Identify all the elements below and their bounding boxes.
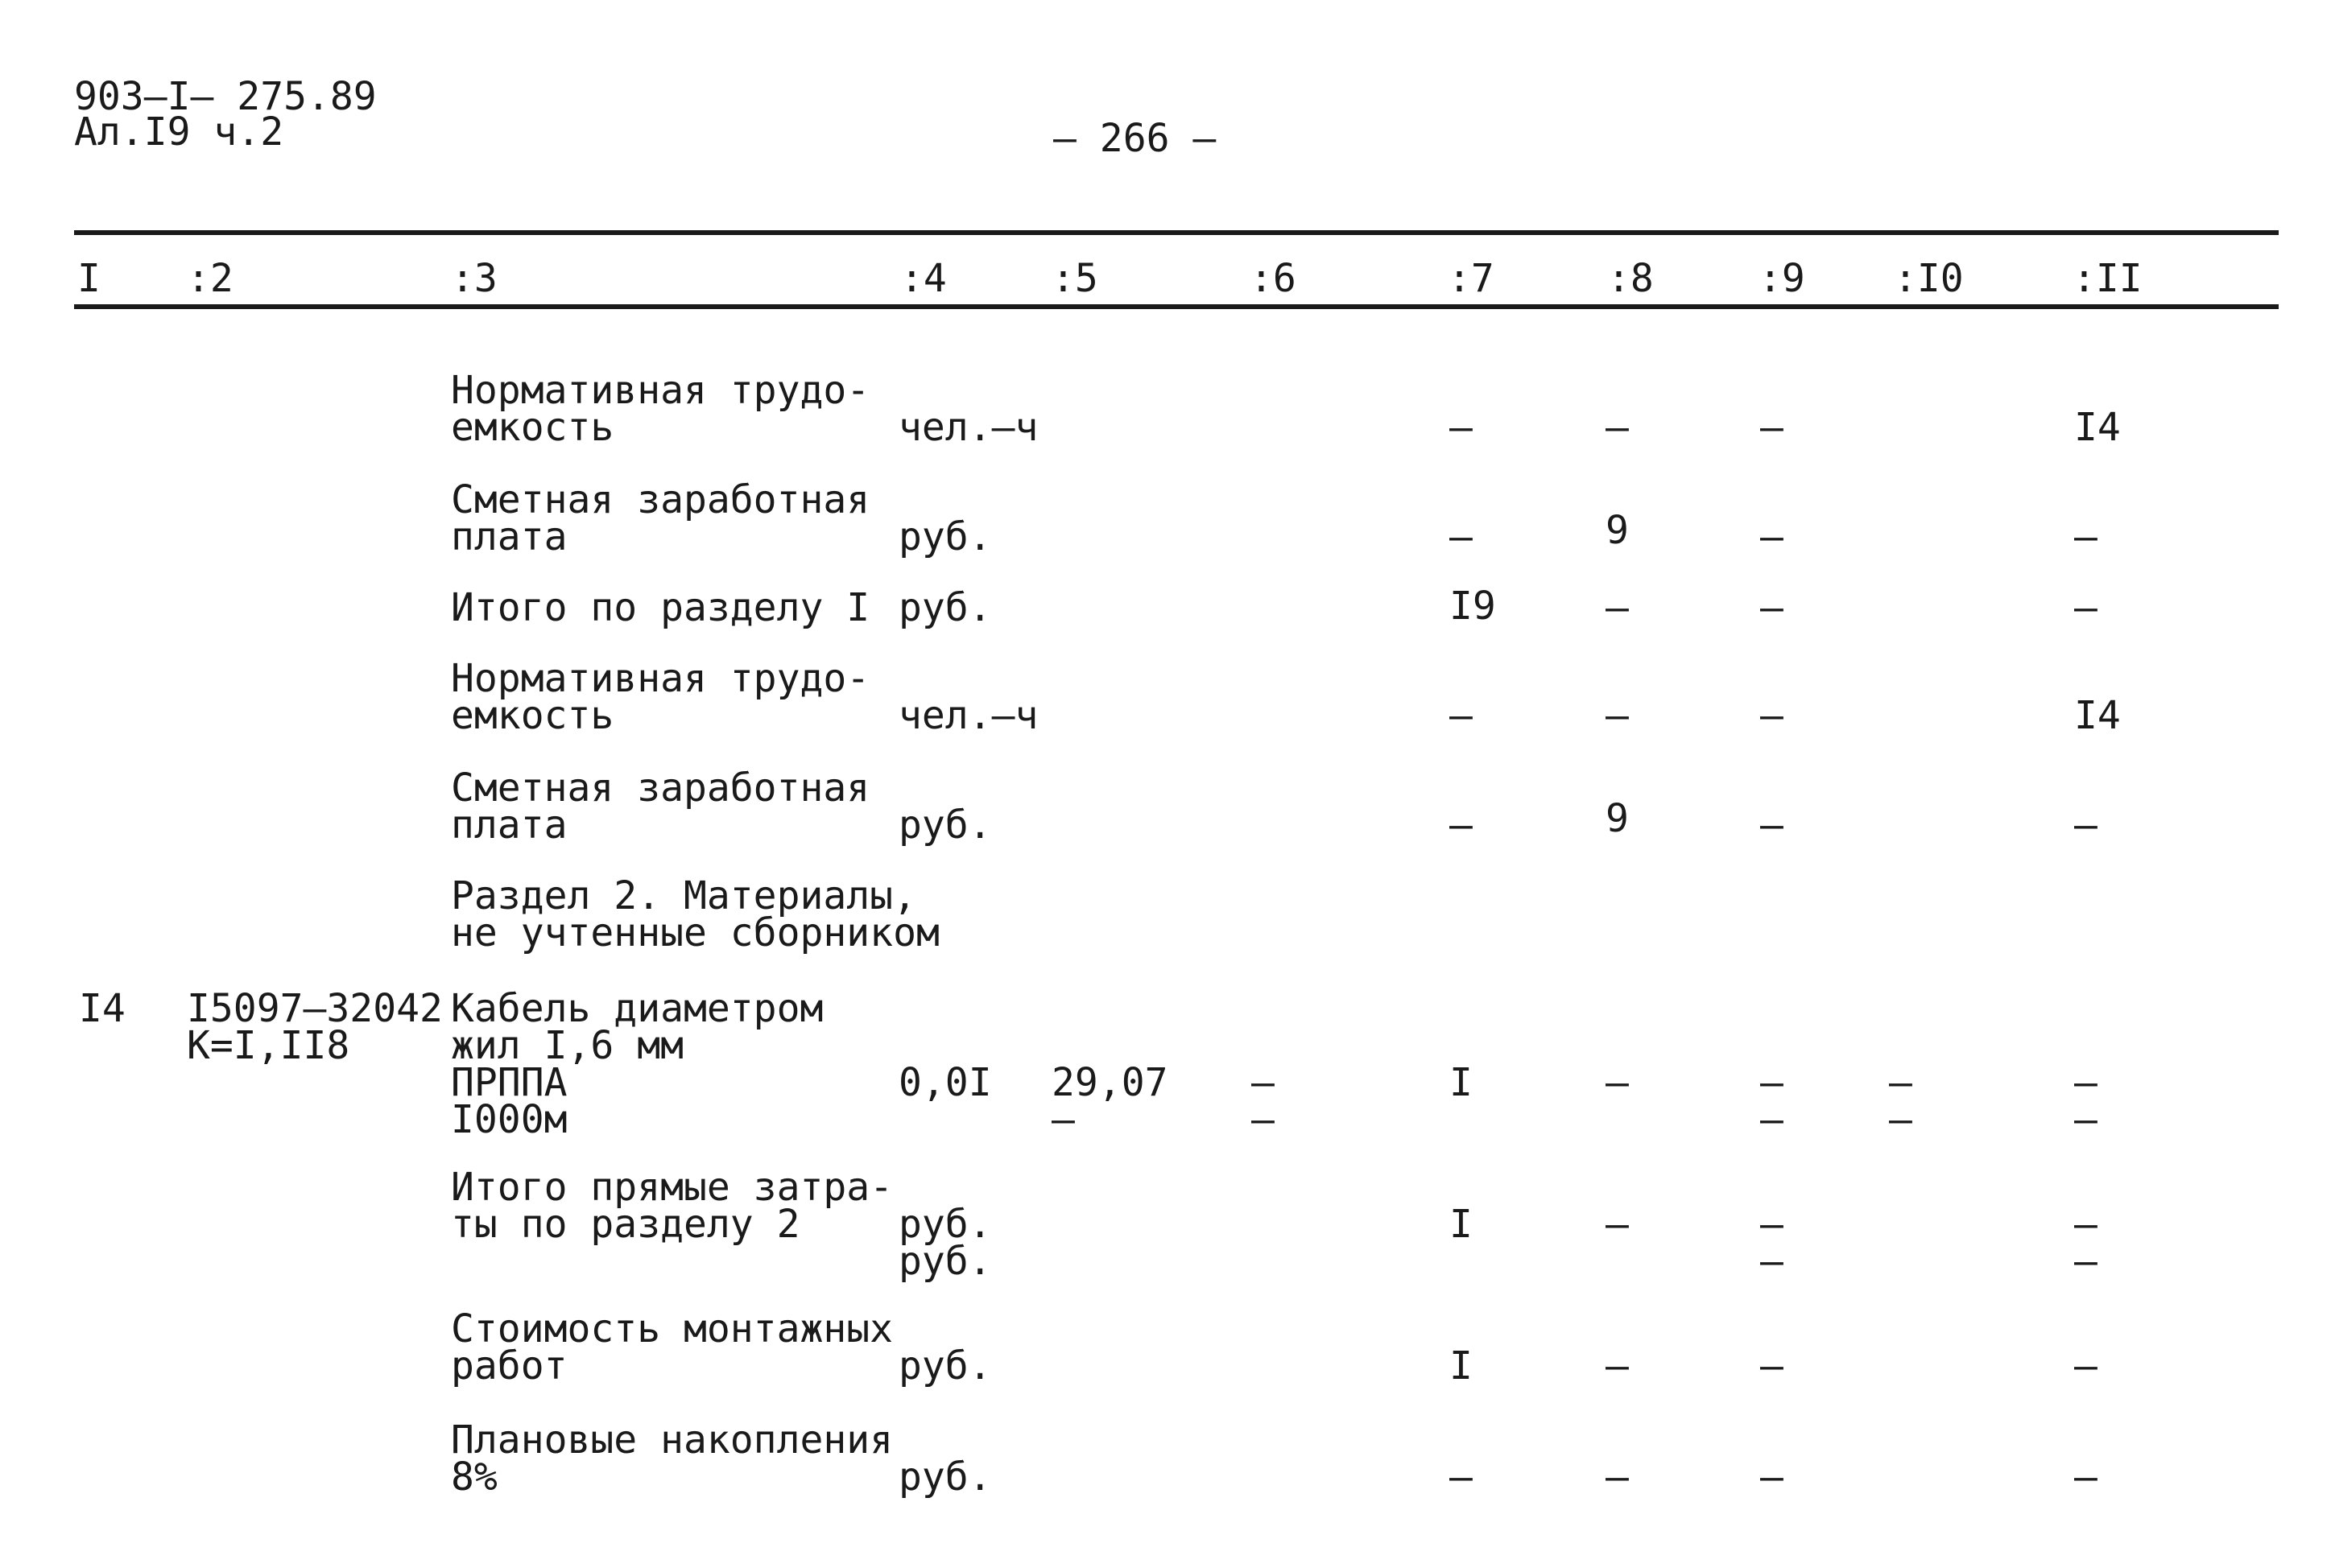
column-header-3: :3 — [451, 256, 498, 301]
row-unit: чел.–ч — [899, 693, 1039, 738]
row-col-7: – — [1449, 803, 1473, 848]
row-col-8: – — [1606, 1455, 1629, 1500]
row-description: Кабель диаметром жил I,6 мм ПРППА I000м — [451, 986, 824, 1142]
row-col-8: – — [1606, 693, 1629, 738]
row-col-8: 9 — [1606, 508, 1629, 553]
row-description: Плановые накопления 8% — [451, 1417, 894, 1500]
row-col-5: 29,07 – — [1052, 1060, 1168, 1142]
row-quantity: 0,0I — [899, 1060, 992, 1105]
column-header-5: :5 — [1052, 256, 1098, 301]
row-col-7: I — [1449, 1343, 1473, 1389]
page-number: – 266 – — [1053, 116, 1217, 161]
row-description: Стоимость монтажных работ — [451, 1306, 894, 1389]
row-col-8: – — [1606, 1202, 1629, 1247]
sheet-reference: Ал.I9 ч.2 — [74, 109, 284, 155]
column-header-1: I — [77, 256, 101, 301]
row-col-11: – — [2074, 1343, 2097, 1389]
row-col-7: – — [1449, 405, 1473, 450]
row-col-9: – — [1760, 693, 1783, 738]
row-col-11: – – — [2074, 1060, 2097, 1142]
row-col-10: – – — [1889, 1060, 1912, 1142]
column-header-8: :8 — [1607, 256, 1654, 301]
row-unit: чел.–ч — [899, 405, 1039, 450]
table-top-rule — [74, 230, 2279, 235]
row-rate-code: I5097–32042 К=I,II8 — [187, 986, 443, 1068]
row-description: Нормативная трудо- емкость — [451, 656, 870, 738]
row-unit: руб. руб. — [899, 1202, 992, 1284]
document-code: 903–I– 275.89 — [74, 74, 377, 119]
row-unit: руб. — [899, 1455, 992, 1500]
row-description: Нормативная трудо- емкость — [451, 368, 870, 450]
row-col-9: – – — [1760, 1060, 1783, 1142]
section-heading: Раздел 2. Материалы, не учтенные сборником — [451, 873, 940, 955]
row-col-11: – — [2074, 514, 2097, 559]
row-col-7: – — [1449, 1455, 1473, 1500]
row-col-9: – – — [1760, 1202, 1783, 1284]
row-col-9: – — [1760, 803, 1783, 848]
row-col-9: – — [1760, 585, 1783, 630]
row-description: Итого по разделу I — [451, 585, 870, 630]
row-col-11: – — [2074, 803, 2097, 848]
row-col-8: – — [1606, 585, 1629, 630]
row-col-9: – — [1760, 405, 1783, 450]
row-col-8: 9 — [1606, 796, 1629, 841]
row-description: Сметная заработная плата — [451, 765, 870, 848]
row-col-8: – — [1606, 405, 1629, 450]
row-position-number: I4 — [79, 986, 126, 1031]
row-unit: руб. — [899, 1343, 992, 1389]
row-col-7: – — [1449, 514, 1473, 559]
row-col-11: – – — [2074, 1202, 2097, 1284]
row-col-6: – – — [1251, 1060, 1275, 1142]
row-col-11: – — [2074, 585, 2097, 630]
column-header-7: :7 — [1448, 256, 1494, 301]
column-header-2: :2 — [187, 256, 234, 301]
column-header-6: :6 — [1250, 256, 1296, 301]
row-description: Сметная заработная плата — [451, 477, 870, 559]
row-unit: руб. — [899, 585, 992, 630]
row-col-9: – — [1760, 514, 1783, 559]
row-col-8: – — [1606, 1060, 1629, 1105]
column-header-9: :9 — [1759, 256, 1805, 301]
row-col-7: I — [1449, 1202, 1473, 1247]
column-header-11: :II — [2073, 256, 2143, 301]
row-col-11: I4 — [2074, 693, 2121, 738]
row-description: Итого прямые затра- ты по разделу 2 — [451, 1165, 894, 1247]
row-col-7: I9 — [1449, 584, 1496, 629]
table-header-rule — [74, 304, 2279, 309]
row-unit: руб. — [899, 803, 992, 848]
column-header-10: :I0 — [1894, 256, 1964, 301]
column-header-4: :4 — [900, 256, 947, 301]
row-col-8: – — [1606, 1343, 1629, 1389]
row-col-9: – — [1760, 1455, 1783, 1500]
row-col-7: – — [1449, 693, 1473, 738]
row-col-11: – — [2074, 1455, 2097, 1500]
row-col-9: – — [1760, 1343, 1783, 1389]
row-col-7: I — [1449, 1060, 1473, 1105]
row-col-11: I4 — [2074, 405, 2121, 450]
row-unit: руб. — [899, 514, 992, 559]
